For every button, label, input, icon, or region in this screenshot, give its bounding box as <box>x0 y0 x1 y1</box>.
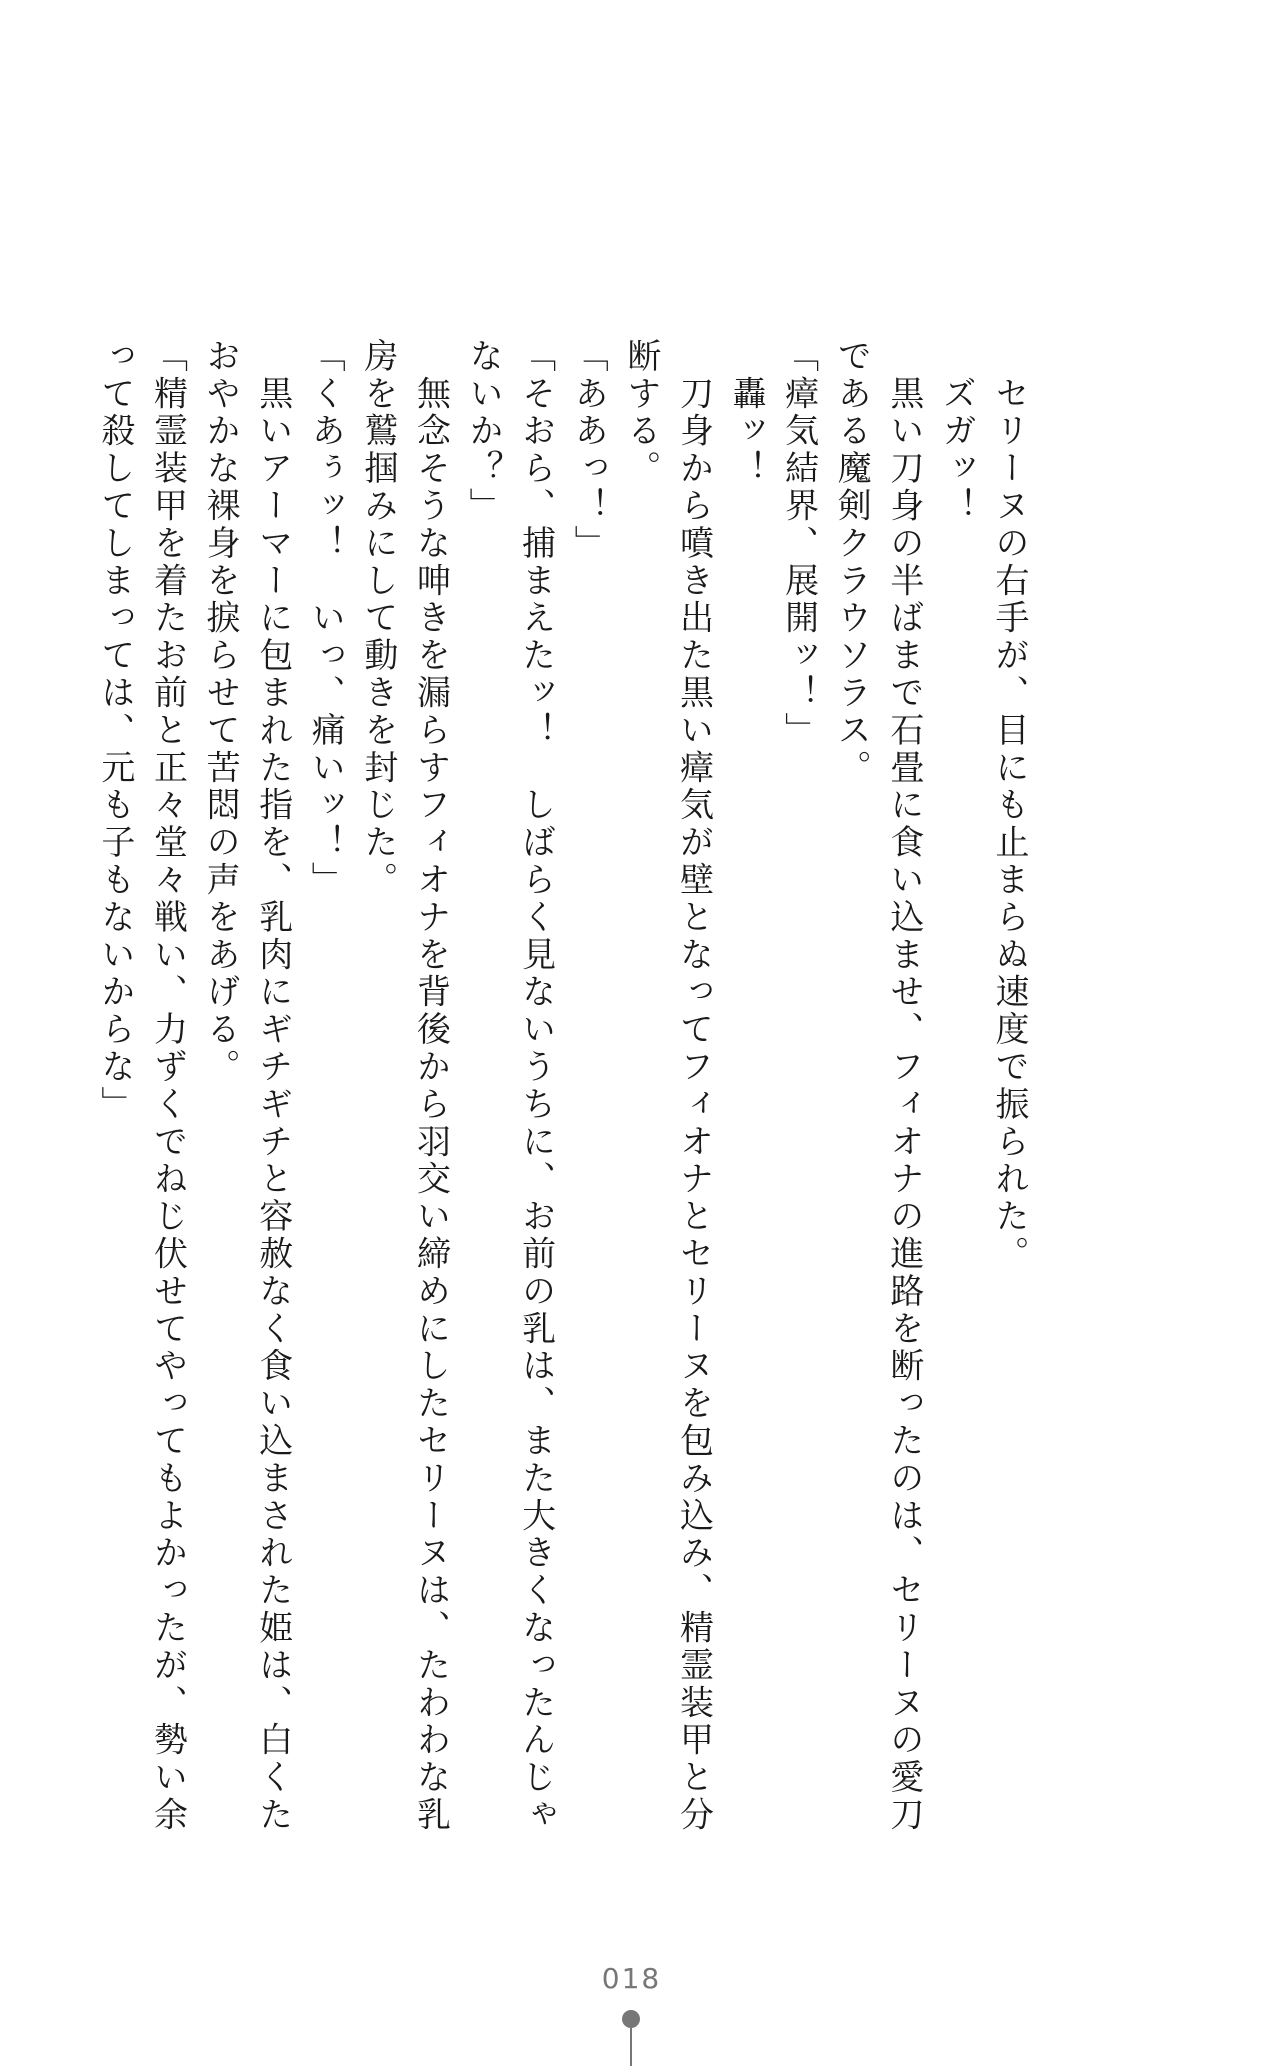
page-footer <box>0 1962 1263 1996</box>
page-marker-icon <box>622 2010 640 2066</box>
text-line: 断する。 <box>620 338 661 488</box>
marker-dot <box>622 2010 640 2028</box>
text-line: 黒いアーマーに包まれた指を、乳肉にギチギチと容赦なく食い込まされた姫は、白くた <box>252 338 293 1834</box>
text-line: 「瘴気結界、展開ッ！」 <box>778 338 819 750</box>
text-line: 「くあぅッ！ いっ、痛いッ！」 <box>305 338 346 899</box>
text-line: ないか？」 <box>463 338 504 525</box>
text-line: 黒い刀身の半ばまで石畳に食い込ませ、フィオナの進路を断ったのは、セリーヌの愛刀 <box>883 338 924 1834</box>
text-line: 無念そうな呻きを漏らすフィオナを背後から羽交い締めにしたセリーヌは、たわわな乳 <box>410 338 451 1834</box>
text-line: 「そおら、捕まえたッ！ しばらく見ないうちに、お前の乳は、また大きくなったんじゃ <box>515 338 556 1834</box>
text-line: ズガッ！ <box>936 338 977 525</box>
text-line: 刀身から噴き出た黒い瘴気が壁となってフィオナとセリーヌを包み込み、精霊装甲と分 <box>673 338 714 1834</box>
text-line: おやかな裸身を捩らせて苦悶の声をあげる。 <box>200 338 241 1086</box>
text-line: 房を鷲掴みにして動きを封じた。 <box>357 338 398 899</box>
marker-line <box>630 2028 632 2066</box>
text-line: って殺してしまっては、元も子もないからな」 <box>94 338 135 1124</box>
text-line: 「ああっ！」 <box>568 338 609 563</box>
text-line: である魔剣クラウソラス。 <box>831 338 872 787</box>
vertical-text-body <box>88 338 1035 1834</box>
text-line: 「精霊装甲を着たお前と正々堂々戦い、力ずくでねじ伏せてやってもよかったが、勢い余 <box>147 338 188 1834</box>
text-line: 轟ッ！ <box>726 338 767 488</box>
text-line: セリーヌの右手が、目にも止まらぬ速度で振られた。 <box>989 338 1029 1273</box>
page-number: 018 <box>601 1962 662 1995</box>
